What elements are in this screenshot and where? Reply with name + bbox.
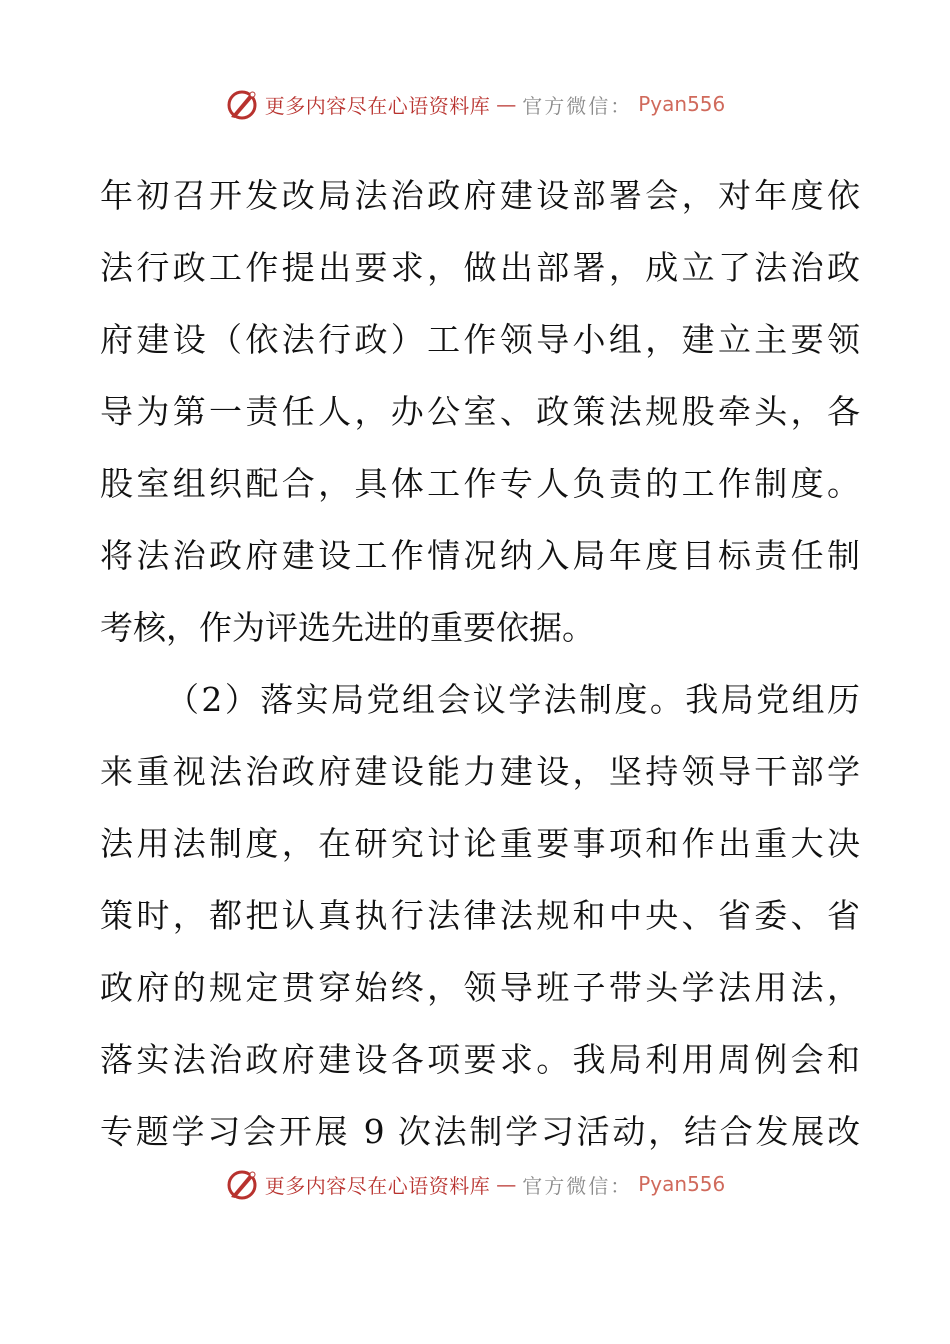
paragraph-heading-line: （2）落实局党组会议学法制度。我局党组历 — [166, 680, 860, 719]
text-line: 股室组织配合，具体工作专人负责的工作制度。 — [100, 464, 860, 503]
header-watermark — [0, 84, 950, 124]
text-line: 策时，都把认真执行法律法规和中央、省委、省 — [100, 896, 860, 935]
text-line: 考核，作为评选先进的重要依据。 — [100, 608, 595, 647]
watermark-brand: 更多内容尽在心语资料库 — [264, 1173, 491, 1198]
text-line: 府建设（依法行政）工作领导小组，建立主要领 — [100, 320, 860, 359]
watermark-brand: 更多内容尽在心语资料库 — [264, 93, 491, 118]
document-body — [100, 160, 860, 1168]
text-line: 专题学习会开展 9 次法制学习活动，结合发展改 — [100, 1112, 860, 1151]
footer-watermark — [0, 1164, 950, 1204]
pen-in-circle-logo-icon — [225, 1167, 259, 1201]
text-line: 来重视法治政府建设能力建设，坚持领导干部学 — [100, 752, 860, 791]
watermark-separator: — — [496, 92, 517, 116]
text-line: 法行政工作提出要求，做出部署，成立了法治政 — [100, 248, 860, 287]
text-line: 将法治政府建设工作情况纳入局年度目标责任制 — [100, 536, 860, 575]
text-line: 法用法制度，在研究讨论重要事项和作出重大决 — [100, 824, 860, 863]
text-line: 导为第一责任人，办公室、政策法规股牵头，各 — [100, 392, 860, 431]
watermark-separator: — — [496, 1172, 517, 1196]
watermark-wechat-label: 官方微信： — [522, 1173, 633, 1198]
watermark-wechat-id: Pyan556 — [638, 92, 726, 116]
text-line: 落实法治政府建设各项要求。我局利用周例会和 — [100, 1040, 860, 1079]
text-line: 年初召开发改局法治政府建设部署会，对年度依 — [100, 176, 860, 215]
watermark-wechat-label: 官方微信： — [522, 93, 633, 118]
pen-in-circle-logo-icon — [225, 87, 259, 121]
watermark-wechat-id: Pyan556 — [638, 1172, 726, 1196]
text-line: 政府的规定贯穿始终，领导班子带头学法用法， — [100, 968, 860, 1007]
